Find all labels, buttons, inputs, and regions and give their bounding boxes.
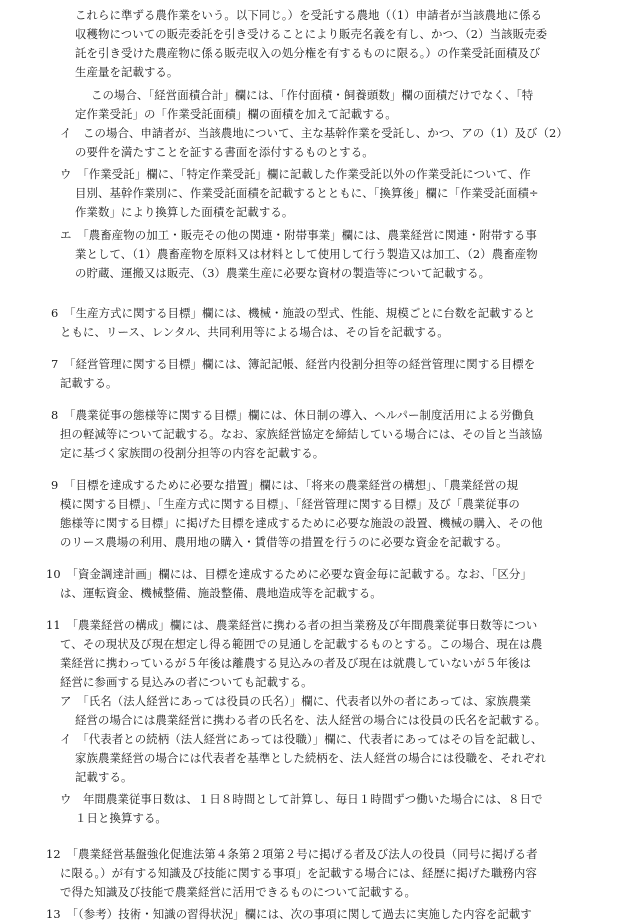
text-line: 家族農業経営の場合には代表者を基準とした続柄を、法人経営の場合には役職を、それぞれ — [75, 751, 547, 765]
text-line: 担の軽減等について記載する。なお、家族経営協定を締結している場合には、その旨と当該協 — [60, 427, 543, 441]
text-line: の貯蔵、運搬又は販売、（3）農業生産に必要な資材の製造等について記載する。 — [75, 266, 491, 280]
text-line: 作業数」により換算した面積を記載する。 — [75, 205, 294, 219]
text-line: イ 「代表者との続柄（法人経営にあっては役職）」欄に、代表者にあってはその旨を記載し、 — [60, 732, 543, 746]
text-line: 業として、（1）農畜産物を原料又は材料として使用して行う製造又は加工、（2）農畜産物 — [75, 247, 538, 261]
text-line: ともに、リース、レンタル、共同利用等による場合は、その旨を記載する。 — [60, 325, 449, 339]
text-line: 収穫物についての販売委託を引き受けることにより販売名義を有し、かつ、（2）当該販売委 — [75, 27, 548, 41]
text-line: 定作業受託」の「作業受託面積」欄の面積を加えて記載する。 — [75, 107, 397, 121]
text-line: 9 「目標を達成するために必要な措置」欄には、「将来の農業経営の構想」、「農業経営の規 — [51, 478, 519, 492]
text-line: この場合、「経営面積合計」欄には、「作付面積・飼養頭数」欄の面積だけでなく、「特 — [91, 88, 534, 102]
text-line: 経営の場合には農業経営に携わる者の氏名を、法人経営の場合には役員の氏名を記載する。 — [75, 713, 547, 727]
text-line: 記載する。 — [75, 770, 133, 784]
text-line: 10 「資金調達計画」欄には、目標を達成するために必要な資金毎に記載する。なお、「区分」 — [46, 567, 532, 581]
text-line: 生産量を記載する。 — [75, 65, 179, 79]
text-line: 目別、基幹作業別に、作業受託面積を記載するとともに、「換算後」欄に「作業受託面積÷ — [75, 186, 539, 200]
text-line: に限る。）が有する知識及び技能に関する事項」を記載する場合には、経歴に掲げた職務内容 — [60, 866, 537, 880]
text-line: 業経営に携わっているが５年後は離農する見込みの者及び現在は就農していないが５年後は — [60, 656, 532, 670]
text-line: ウ 年間農業従事日数は、１日８時間として計算し、毎日１時間ずつ働いた場合には、８日で — [60, 792, 543, 806]
text-line: の要件を満たすことを証する書面を添付するものとする。 — [75, 145, 374, 159]
text-line: ア 「氏名（法人経営にあっては役員の氏名）」欄に、代表者以外の者にあっては、家族農業 — [60, 694, 531, 708]
text-line: て、その現状及び現在想定し得る範囲での見通しを記載するものとする。この場合、現在は農 — [60, 637, 543, 651]
text-line: のリース農場の利用、農用地の購入・賃借等の措置を行うのに必要な資金を記載する。 — [60, 535, 508, 549]
text-line: で得た知識及び技能で農業経営に活用できるものについて記載する。 — [60, 885, 416, 899]
text-line: ウ 「作業受託」欄に、「特定作業受託」欄に記載した作業受託以外の作業受託について、作 — [60, 167, 531, 181]
text-line: 13 「（参考）技術・知識の習得状況」欄には、次の事項に関して過去に実施した内容を記載す — [46, 907, 532, 921]
text-line: 11 「農業経営の構成」欄には、農業経営に携わる者の担当業務及び年間農業従事日数等につい — [46, 618, 538, 632]
text-line: 7 「経営管理に関する目標」欄には、簿記記帳、経営内役割分担等の経営管理に関する目標を — [51, 357, 536, 371]
text-line: 態様等に関する目標」に掲げた目標を達成するために必要な施設の設置、機械の購入、その他 — [60, 516, 543, 530]
text-line: エ 「農畜産物の加工・販売その他の関連・附帯事業」欄には、農業経営に関連・附帯する事 — [60, 228, 537, 242]
text-line: イ この場合、申請者が、当該農地について、主な基幹作業を受託し、かつ、アの（1）及び（2） — [60, 126, 568, 140]
text-line: 模に関する目標」、「生産方式に関する目標」、「経営管理に関する目標」及び「農業従事の — [60, 497, 520, 511]
text-line: 経営に参画する見込みの者についても記載する。 — [60, 675, 313, 689]
text-line: これらに準ずる農作業をいう。以下同じ。）を受託する農地（（1）申請者が当該農地に係る — [75, 8, 543, 22]
text-line: 8 「農業従事の態様等に関する目標」欄には、休日制の導入、ヘルパー制度活用による労働負 — [51, 408, 535, 422]
text-line: 6 「生産方式に関する目標」欄には、機械・施設の型式、性能、規模ごとに台数を記載すると — [51, 306, 536, 320]
text-line: 定に基づく家族間の役割分担等の内容を記載する。 — [60, 446, 325, 460]
text-line: 12 「農業経営基盤強化促進法第４条第２項第２号に掲げる者及び法人の役員（同号に掲げる者 — [46, 847, 538, 861]
text-line: １日と換算する。 — [75, 811, 167, 825]
text-line: は、運転資金、機械整備、施設整備、農地造成等を記載する。 — [60, 586, 382, 600]
text-line: 記載する。 — [60, 376, 118, 390]
text-line: 託を引き受けた農産物に係る販売収入の処分権を有するものに限る。）の作業受託面積及び — [75, 46, 541, 60]
